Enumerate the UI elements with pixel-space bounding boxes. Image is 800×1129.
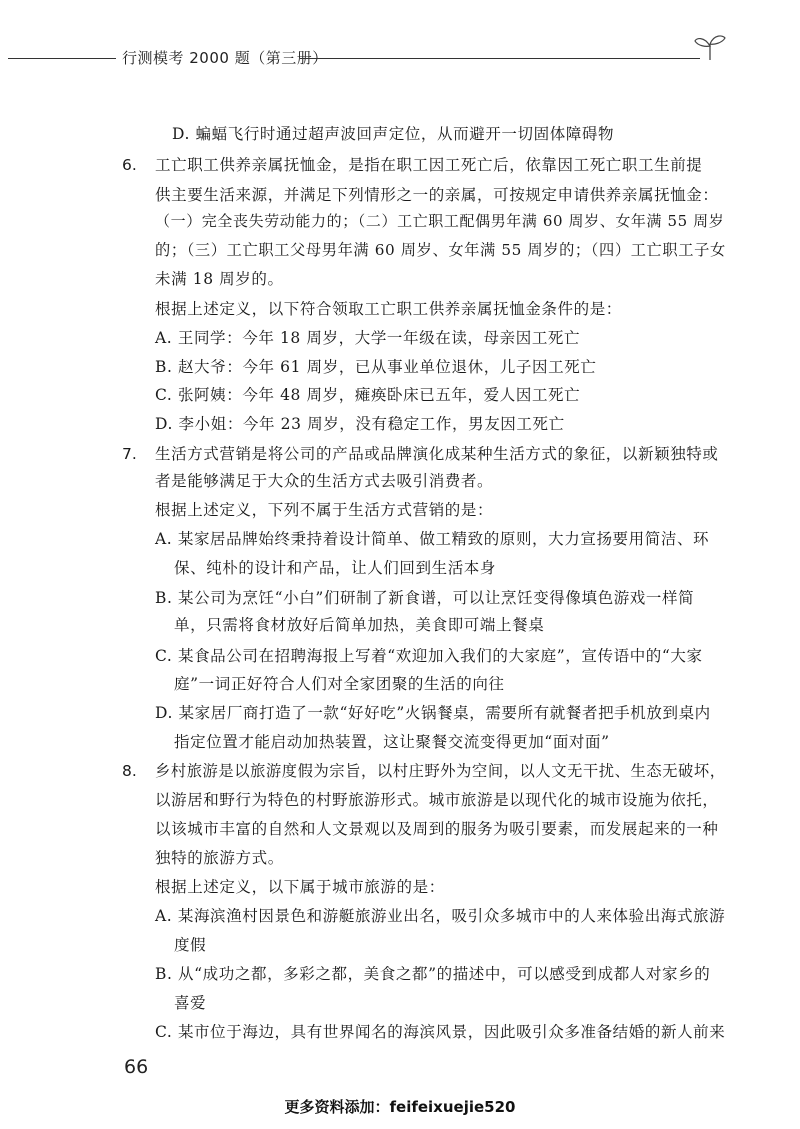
text-line: 生活方式营销是将公司的产品或品牌演化成某种生活方式的象征，以新颖独特或 bbox=[155, 445, 719, 463]
option-line: A. 王同学：今年 18 周岁，大学一年级在读，母亲因工死亡 bbox=[155, 329, 581, 347]
text-line: 根据上述定义，下列不属于生活方式营销的是： bbox=[155, 501, 494, 519]
question-number: 8. bbox=[122, 762, 137, 780]
option-line: 指定位置才能启动加热装置，这让聚餐交流变得更加“面对面” bbox=[174, 733, 610, 751]
text-line: 根据上述定义，以下符合领取工亡职工供养亲属抚恤金条件的是： bbox=[155, 300, 622, 318]
option-line: B. 从“成功之都，多彩之都，美食之都”的描述中，可以感受到成都人对家乡的 bbox=[155, 965, 711, 983]
text-line: 者是能够满足于大众的生活方式去吸引消费者。 bbox=[155, 472, 494, 490]
page-number: 66 bbox=[124, 1056, 149, 1078]
option-line: A. 某海滨渔村因景色和游艇旅游业出名，吸引众多城市中的人来体验出海式旅游 bbox=[155, 907, 726, 925]
question-number: 7. bbox=[122, 445, 137, 463]
option-line: C. 某市位于海边，具有世界闻名的海滨风景，因此吸引众多准备结婚的新人前来 bbox=[155, 1023, 726, 1041]
header-rule-right bbox=[300, 58, 700, 59]
text-line: D. 蝙蝠飞行时通过超声波回声定位，从而避开一切固体障碍物 bbox=[172, 125, 615, 143]
sprout-icon bbox=[692, 32, 728, 62]
footer-note: 更多资料添加：feifeixuejie520 bbox=[284, 1098, 516, 1116]
option-line: 保、纯朴的设计和产品，让人们回到生活本身 bbox=[174, 559, 497, 577]
text-line: 供主要生活来源，并满足下列情形之一的亲属，可按规定申请供养亲属抚恤金： bbox=[155, 186, 719, 204]
header-title: 行测模考 2000 题（第三册） bbox=[122, 49, 328, 67]
text-line: 乡村旅游是以旅游度假为宗旨，以村庄野外为空间，以人文无干扰、生态无破坏， bbox=[155, 762, 726, 780]
text-line: 未满 18 周岁的。 bbox=[155, 270, 284, 288]
option-line: D. 李小姐：今年 23 周岁，没有稳定工作，男友因工死亡 bbox=[155, 415, 565, 433]
option-line: B. 某公司为烹饪“小白”们研制了新食谱，可以让烹饪变得像填色游戏一样简 bbox=[155, 589, 695, 607]
text-line: 根据上述定义，以下属于城市旅游的是： bbox=[155, 878, 445, 896]
option-line: C. 张阿姨：今年 48 周岁，瘫痪卧床已五年，爱人因工死亡 bbox=[155, 386, 581, 404]
option-line: B. 赵大爷：今年 61 周岁，已从事业单位退休，儿子因工死亡 bbox=[155, 358, 597, 376]
text-line: （一）完全丧失劳动能力的；（二）工亡职工配偶男年满 60 周岁、女年满 55 周岁 bbox=[155, 212, 725, 230]
option-line: D. 某家居厂商打造了一款“好好吃”火锅餐桌，需要所有就餐者把手机放到桌内 bbox=[155, 704, 711, 722]
text-line: 以游居和野行为特色的村野旅游形式。城市旅游是以现代化的城市设施为依托， bbox=[155, 791, 719, 809]
option-line: 度假 bbox=[174, 936, 207, 954]
option-line: A. 某家居品牌始终秉持着设计简单、做工精致的原则，大力宣扬要用简洁、环 bbox=[155, 530, 710, 548]
option-line: 单，只需将食材放好后简单加热，美食即可端上餐桌 bbox=[174, 616, 545, 634]
running-header bbox=[0, 42, 800, 78]
option-line: C. 某食品公司在招聘海报上写着“欢迎加入我们的大家庭”，宣传语中的“大家 bbox=[155, 647, 703, 665]
question-number: 6. bbox=[122, 156, 137, 174]
text-line: 独特的旅游方式。 bbox=[155, 849, 284, 867]
header-rule-left bbox=[8, 58, 116, 59]
text-line: 工亡职工供养亲属抚恤金，是指在职工因工死亡后，依靠因工死亡职工生前提 bbox=[155, 156, 703, 174]
text-line: 的；（三）工亡职工父母男年满 60 周岁、女年满 55 周岁的；（四）工亡职工子女 bbox=[155, 241, 726, 259]
text-line: 以该城市丰富的自然和人文景观以及周到的服务为吸引要素，而发展起来的一种 bbox=[155, 820, 719, 838]
option-line: 庭”一词正好符合人们对全家团聚的生活的向往 bbox=[174, 675, 505, 693]
option-line: 喜爱 bbox=[174, 994, 207, 1012]
